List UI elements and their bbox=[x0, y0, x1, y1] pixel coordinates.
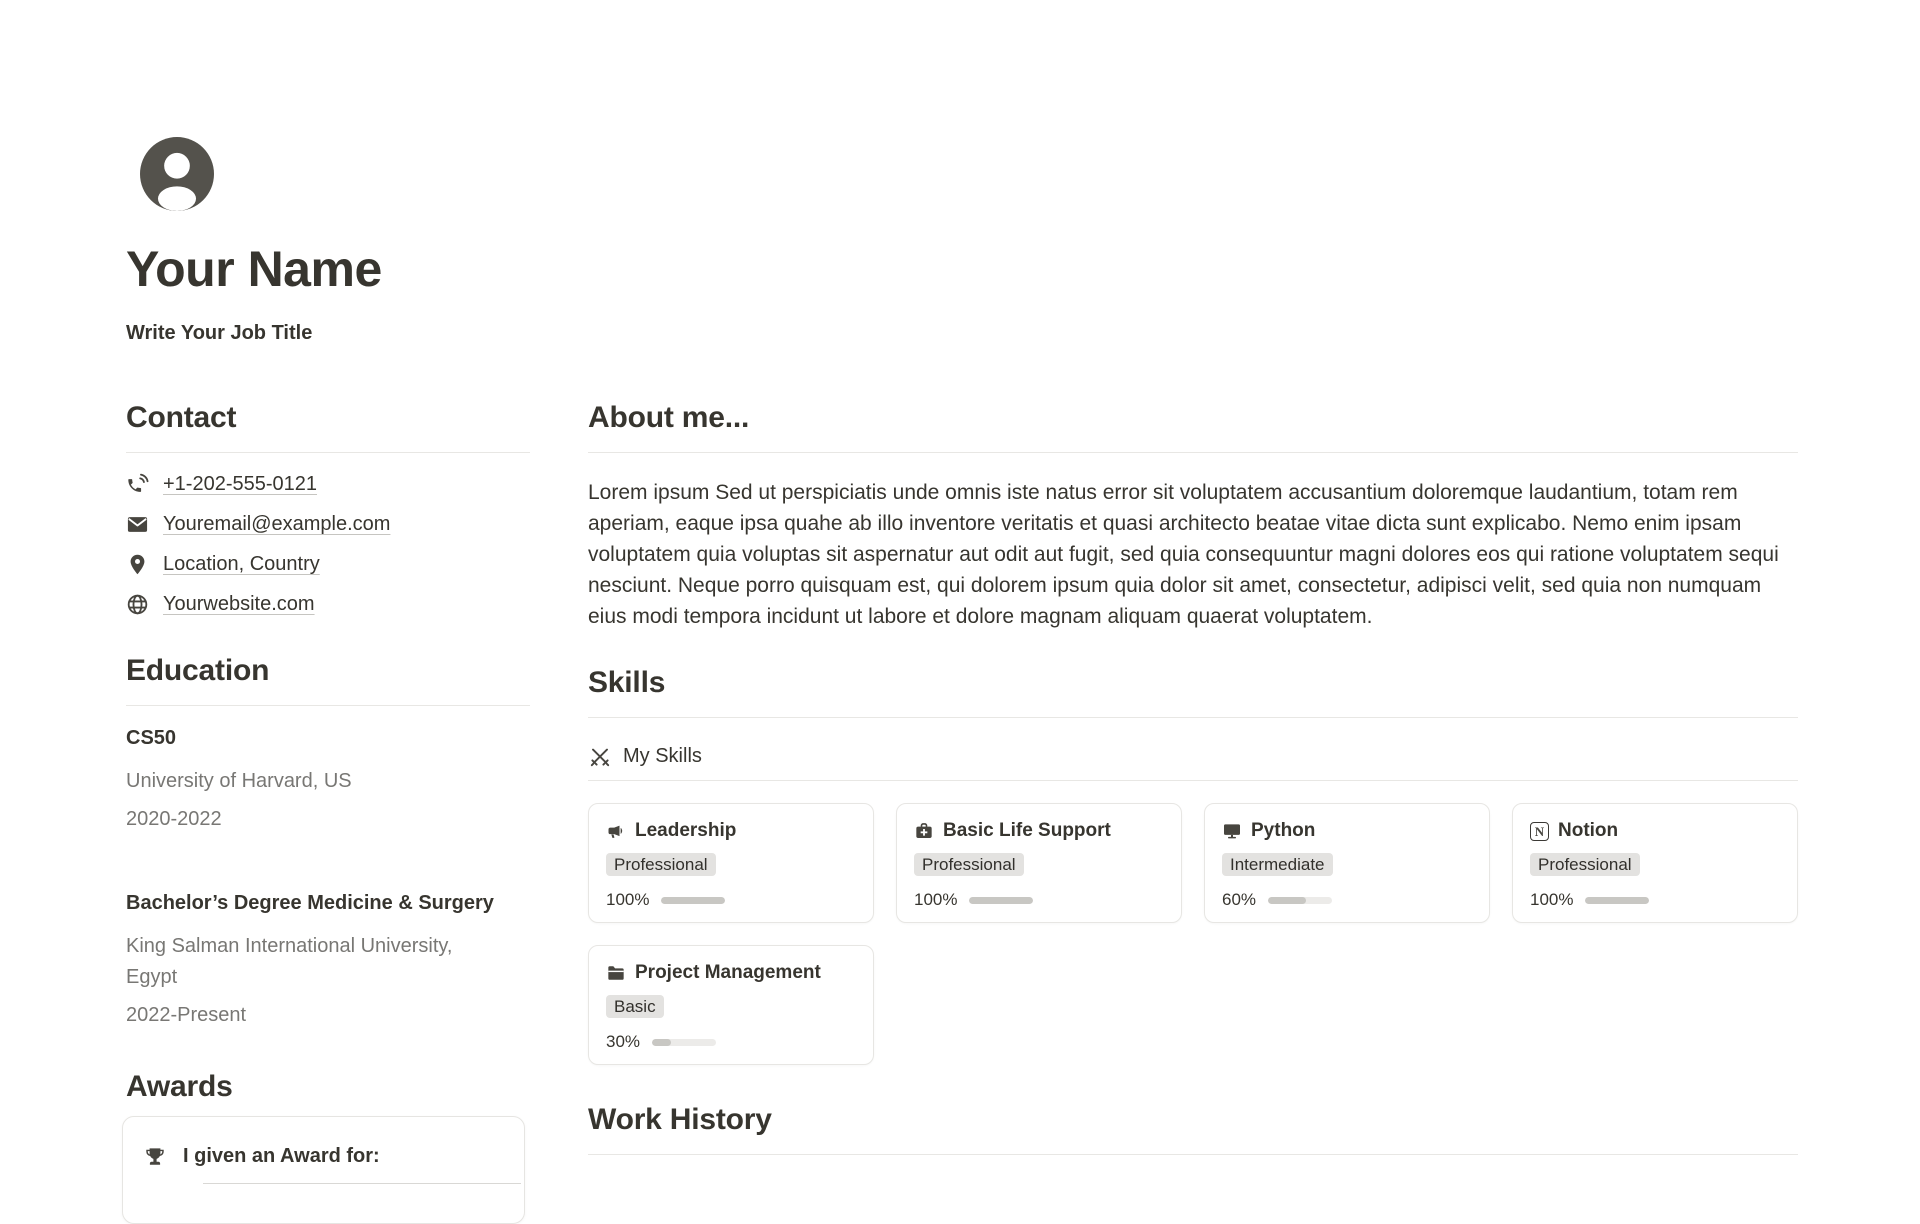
skill-name: Leadership bbox=[635, 820, 737, 841]
contact-section-header bbox=[126, 399, 530, 453]
skills-section-header bbox=[588, 664, 1798, 718]
skills-group-label: My Skills bbox=[623, 745, 702, 767]
skill-card-basic-life-support[interactable] bbox=[896, 803, 1182, 923]
skill-card-leadership[interactable] bbox=[588, 803, 874, 923]
award-entry-row bbox=[143, 1143, 524, 1170]
work-history-section-header bbox=[588, 1101, 1798, 1155]
skill-level-badge: Basic bbox=[606, 995, 664, 1018]
skill-progress-bar bbox=[969, 897, 1033, 904]
skill-progress-bar bbox=[661, 897, 725, 904]
skill-level-badge: Professional bbox=[914, 853, 1024, 876]
folder-icon bbox=[606, 963, 626, 983]
skill-percent-label: 100% bbox=[1530, 890, 1574, 909]
skill-percent-label: 100% bbox=[914, 890, 958, 909]
right-column bbox=[588, 0, 1798, 1155]
skill-progress-fill bbox=[1268, 897, 1306, 904]
skill-progress-fill bbox=[969, 897, 1033, 904]
education-item bbox=[126, 725, 530, 832]
notion-icon-letter: N bbox=[1534, 823, 1545, 839]
first-aid-icon bbox=[914, 821, 934, 841]
education-school: University of Harvard, US bbox=[126, 770, 352, 792]
education-section-header bbox=[126, 652, 530, 706]
education-years: 2020-2022 bbox=[126, 808, 222, 830]
megaphone-icon bbox=[606, 821, 626, 841]
contact-website-text: Yourwebsite.com bbox=[163, 593, 315, 615]
skill-percent-label: 60% bbox=[1222, 890, 1257, 909]
award-entry-underline[interactable] bbox=[203, 1183, 521, 1184]
contact-email-link[interactable] bbox=[126, 510, 530, 538]
contact-phone-text: +1-202-555-0121 bbox=[163, 473, 318, 495]
notion-icon bbox=[1530, 822, 1549, 841]
about-heading: About me... bbox=[588, 401, 750, 434]
contact-phone-link[interactable] bbox=[126, 470, 530, 498]
skill-card-python[interactable] bbox=[1204, 803, 1490, 923]
location-icon bbox=[126, 553, 149, 576]
skill-progress-bar bbox=[1268, 897, 1332, 904]
skill-name: Notion bbox=[1558, 820, 1619, 841]
skill-card-project-management[interactable] bbox=[588, 945, 874, 1065]
skill-name: Project Management bbox=[635, 962, 821, 983]
award-entry-label: I given an Award for: bbox=[183, 1145, 380, 1167]
monitor-icon bbox=[1222, 821, 1242, 841]
job-title: Write Your Job Title bbox=[126, 322, 313, 344]
education-heading: Education bbox=[126, 654, 270, 687]
contact-email-text: Youremail@example.com bbox=[163, 513, 391, 535]
contact-location-link[interactable] bbox=[126, 550, 530, 578]
skills-cards-grid bbox=[588, 803, 1798, 1065]
education-school: King Salman International University, Egypt bbox=[126, 935, 453, 988]
education-title: CS50 bbox=[126, 727, 177, 749]
awards-section-header bbox=[126, 1068, 530, 1106]
page-title: Your Name bbox=[126, 241, 382, 297]
award-card[interactable] bbox=[122, 1116, 525, 1224]
skill-progress-fill bbox=[661, 897, 725, 904]
education-years: 2022-Present bbox=[126, 1004, 247, 1026]
skill-progress-bar bbox=[652, 1039, 716, 1046]
skill-progress-bar bbox=[1585, 897, 1649, 904]
skill-level-badge: Intermediate bbox=[1222, 853, 1333, 876]
about-paragraph: Lorem ipsum Sed ut perspiciatis unde omnis iste natus error sit voluptatem accusantium doloremque laudantium, totam rem aperiam, eaque ipsa quahe ab illo inventore veritatis et quasi architecto beatae vitae dicta sunt explicabo. Nemo enim ipsam voluptatem quia voluptas sit aspernatur aut odit aut fugit, sed quia consequuntur magni dolores eos qui ratione voluptatem sequi nesciunt. Neque porro quisquam est, qui dolorem ipsum quia dolor sit amet, consectetur, adipisci velit, sed quia non numquam eius modi tempora incidunt ut labore et dolore magnam aliquam quaerat voluptatem. bbox=[588, 481, 1779, 628]
work-history-heading: Work History bbox=[588, 1103, 772, 1136]
skill-progress-fill bbox=[1585, 897, 1649, 904]
left-column bbox=[126, 0, 530, 1224]
skill-name: Python bbox=[1251, 820, 1316, 841]
education-title: Bachelor’s Degree Medicine & Surgery bbox=[126, 892, 494, 914]
phone-icon bbox=[126, 473, 149, 496]
skill-card-notion[interactable] bbox=[1512, 803, 1798, 923]
skill-level-badge: Professional bbox=[606, 853, 716, 876]
about-section-header bbox=[588, 399, 1798, 453]
crossed-swords-icon bbox=[588, 745, 612, 769]
avatar[interactable] bbox=[140, 137, 214, 211]
skills-group-header[interactable] bbox=[588, 743, 1798, 781]
skill-percent-label: 100% bbox=[606, 890, 650, 909]
contact-website-link[interactable] bbox=[126, 590, 530, 618]
awards-heading: Awards bbox=[126, 1070, 233, 1103]
skill-level-badge: Professional bbox=[1530, 853, 1640, 876]
contact-heading: Contact bbox=[126, 401, 237, 434]
contact-list bbox=[126, 470, 530, 618]
globe-icon bbox=[126, 593, 149, 616]
contact-location-text: Location, Country bbox=[163, 553, 320, 575]
education-item bbox=[126, 890, 530, 1028]
skill-progress-fill bbox=[652, 1039, 671, 1046]
mail-icon bbox=[126, 513, 149, 536]
trophy-icon bbox=[143, 1145, 167, 1169]
skill-name: Basic Life Support bbox=[943, 820, 1111, 841]
skills-heading: Skills bbox=[588, 666, 666, 699]
skill-percent-label: 30% bbox=[606, 1032, 641, 1051]
